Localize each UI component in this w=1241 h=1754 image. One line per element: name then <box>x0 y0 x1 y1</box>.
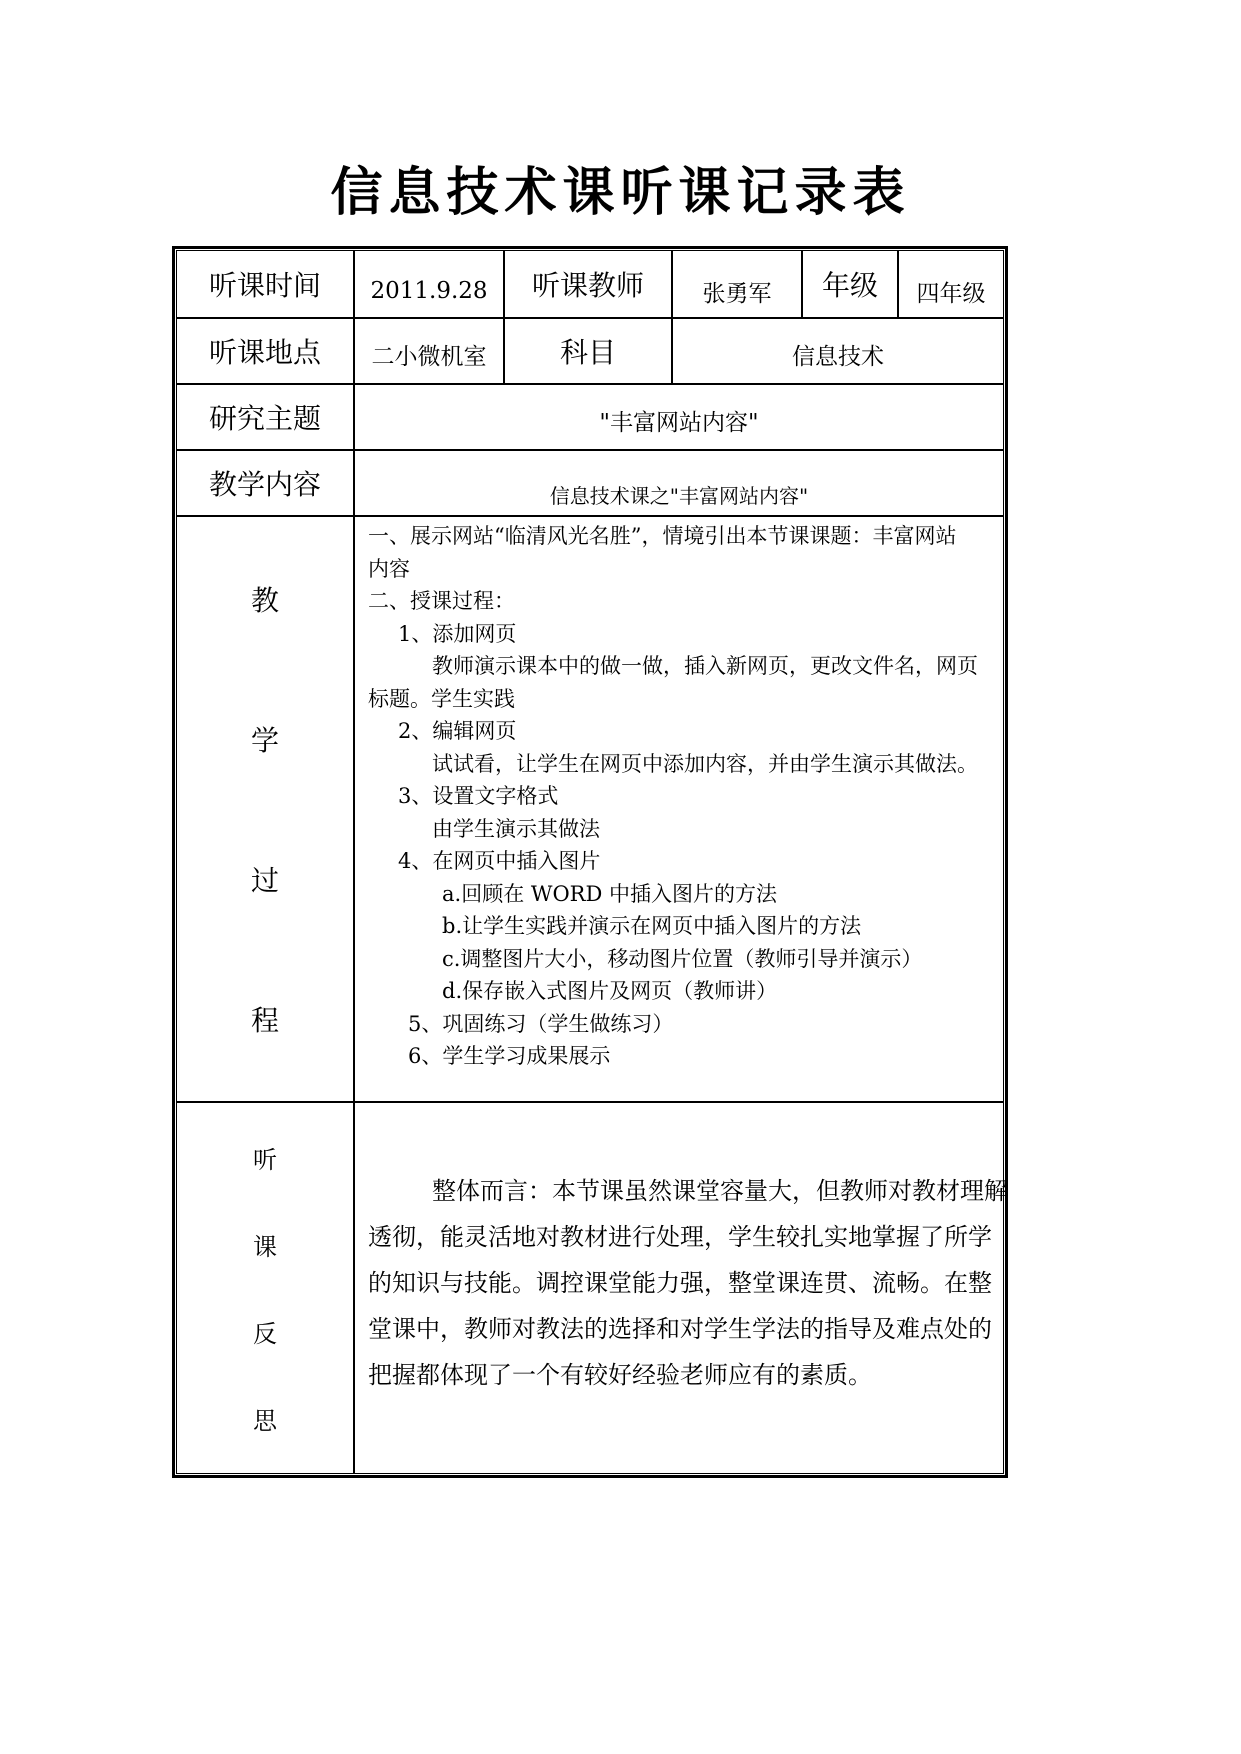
place-label: 听课地点 <box>176 318 354 384</box>
process-line: 由学生演示其做法 <box>432 816 600 841</box>
process-line: 试试看，让学生在网页中添加内容，并由学生演示其做法。 <box>432 751 978 776</box>
process-line: 内容 <box>368 556 410 581</box>
subject-value: 信息技术 <box>672 318 1004 384</box>
process-line: 3、设置文字格式 <box>398 784 559 808</box>
process-line: 标题。学生实践 <box>368 686 515 711</box>
time-label: 听课时间 <box>176 250 354 318</box>
process-line: 4、在网页中插入图片 <box>398 849 601 873</box>
subject-label: 科目 <box>504 318 672 384</box>
process-line: 6、学生学习成果展示 <box>408 1044 611 1068</box>
reflection-text: 整体而言：本节课虽然课堂容量大，但教师对教材理解透彻，能灵活地对教材进行处理，学生较扎实地掌握了所学的知识与技能。调控课堂能力强，整堂课连贯、流畅。在整堂课中，教师对教法的选择和对学生学法的指导及难点处的把握都体现了一个有较好经验老师应有的素质。 <box>368 1177 1008 1389</box>
teacher-value: 张勇军 <box>672 250 802 318</box>
topic-value: "丰富网站内容" <box>354 384 1004 450</box>
process-line: d.保存嵌入式图片及网页（教师讲） <box>442 979 778 1003</box>
process-line: 一、展示网站“临清风光名胜”，情境引出本节课课题：丰富网站 <box>368 524 957 548</box>
reflection-label: 听 课 反 思 <box>176 1102 354 1474</box>
process-content <box>368 520 1008 1073</box>
process-line: 1、添加网页 <box>398 621 517 646</box>
process-line: b.让学生实践并演示在网页中插入图片的方法 <box>442 914 862 938</box>
document-title: 信息技术课听课记录表 <box>330 162 911 223</box>
grade-value: 四年级 <box>898 250 1004 318</box>
process-line: 教师演示课本中的做一做，插入新网页，更改文件名，网页 <box>432 654 978 678</box>
teacher-label: 听课教师 <box>504 250 672 318</box>
process-label: 教 学 过 程 <box>176 516 354 1102</box>
topic-label: 研究主题 <box>176 384 354 450</box>
process-line: a.回顾在 WORD 中插入图片的方法 <box>442 881 777 906</box>
time-value: 2011.9.28 <box>354 250 504 318</box>
process-line: 2、编辑网页 <box>398 719 517 743</box>
place-value: 二小微机室 <box>354 318 504 384</box>
content-label: 教学内容 <box>176 450 354 516</box>
content-value: 信息技术课之"丰富网站内容" <box>354 450 1004 516</box>
grade-label: 年级 <box>802 250 898 318</box>
process-line: c.调整图片大小，移动图片位置（教师引导并演示） <box>442 946 923 971</box>
process-line: 5、巩固练习（学生做练习） <box>408 1011 674 1036</box>
process-line: 二、授课过程： <box>368 589 515 613</box>
